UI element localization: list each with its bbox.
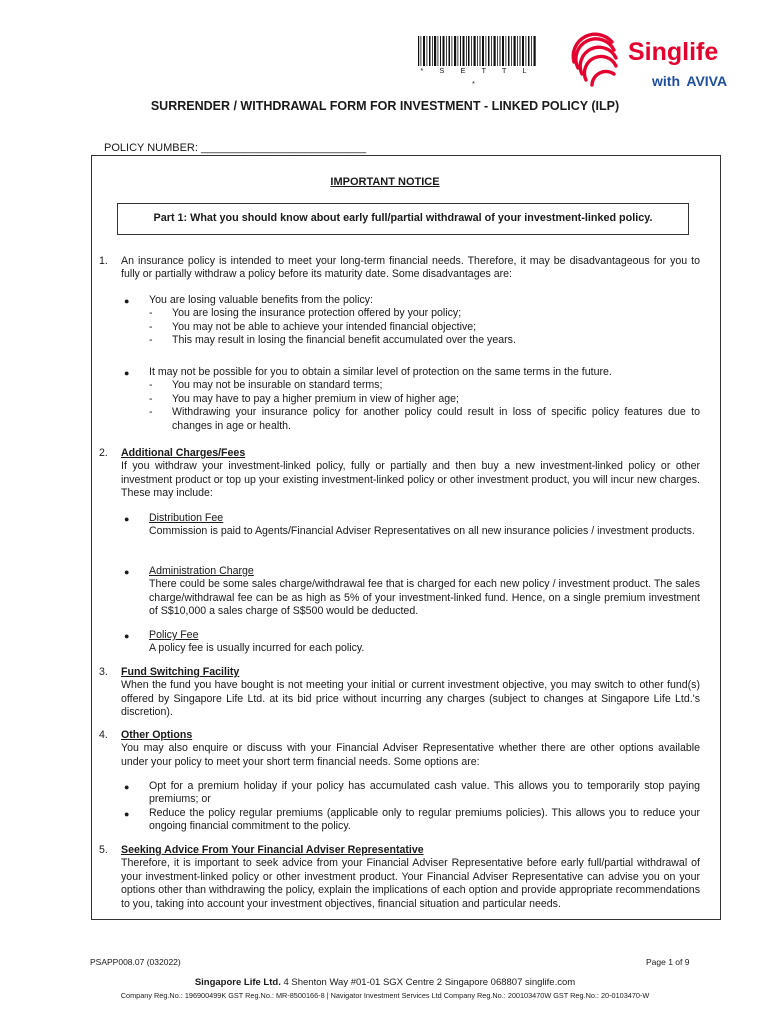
section-number: 5. <box>99 844 108 856</box>
section-1-text: An insurance policy is intended to meet your long-term financial needs. Therefore, it may be disadvantageous for you to fully or partially withdraw a policy before its maturity date. Some disadvantages are: <box>121 255 700 281</box>
logo-tagline-brand: AVIVA <box>686 73 728 89</box>
policy-number-field[interactable]: POLICY NUMBER: ___________________________ <box>104 142 367 154</box>
bullet-icon: ● <box>124 567 130 577</box>
barcode <box>418 36 536 66</box>
form-title: SURRENDER / WITHDRAWAL FORM FOR INVESTMENT - LINKED POLICY (ILP) <box>150 99 620 113</box>
notice-title: IMPORTANT NOTICE <box>330 176 440 188</box>
section-3-text: When the fund you have bought is not meeting your initial or current investment objective, you may switch to other fund(s) offered by Singapore Life Ltd. at its bid price without incurring any charges (subject to changes at Singapore Life Ltd.'s discretion). <box>121 679 700 719</box>
form-code: PSAPP008.07 (032022) <box>90 957 181 967</box>
section-3-heading: Fund Switching Facility <box>121 666 240 678</box>
section-4-text: You may also enquire or discuss with your Financial Adviser Representative whether there are other options available under your policy to meet your short term financial needs. Some options are: <box>121 742 700 768</box>
bullet-icon: ● <box>124 368 130 378</box>
dash-item: You may not be able to achieve your intended financial objective; <box>172 320 477 333</box>
company-address <box>0 976 770 989</box>
section-4 <box>121 729 700 769</box>
svg-text:with AVIVA <box>651 73 727 89</box>
section-number: 2. <box>99 447 108 459</box>
bullet-icon: ● <box>124 514 130 524</box>
section-5-heading: Seeking Advice From Your Financial Adviser Representative <box>121 844 424 856</box>
bullet-icon: ● <box>124 809 130 819</box>
address-text: 4 Shenton Way #01-01 SGX Centre 2 Singapore 068807 singlife.com <box>283 977 576 988</box>
section-2-text: If you withdraw your investment-linked policy, fully or partially and then buy a new investment-linked policy or other investment product or top up your existing investment-linked policy or other investment product, you will incur new charges. These may include: <box>121 460 700 500</box>
section-number: 4. <box>99 729 108 741</box>
dash-item: You may have to pay a higher premium in view of higher age; <box>172 392 459 405</box>
premium-holiday-option: Opt for a premium holiday if your policy has accumulated cash value. This allows you to temporarily stop paying premiums; or <box>149 780 700 806</box>
logo-brand-text: Singlife <box>628 38 719 66</box>
registration-info: Company Reg.No.: 196900499K GST Reg.No.: MR-8500166-8 | Navigator Investment Services Ltd Company Reg.No.: 200103470W GST Reg.No.: 20-0103470-W <box>120 991 650 1000</box>
reduce-premium-option: Reduce the policy regular premiums (applicable only to regular premiums policies). This allows you to reduce your ongoing financial commitment to the policy. <box>149 807 700 833</box>
singlife-emblem-icon <box>573 34 616 85</box>
section-3 <box>121 666 700 720</box>
section-5-text: Therefore, it is important to seek advice from your Financial Adviser Representative before early full/partial withdrawal of your investment-linked policy or other investment product. Your Financial Adviser Representative can advise you on your options other than withdrawing the policy, explain the implications of each option and provide appropriate recommendations to you, taking into account your investment objectives, financial situation and particular needs. <box>121 857 700 910</box>
section-2-heading: Additional Charges/Fees <box>121 447 246 459</box>
administration-charge-item: Administration Charge There could be some sales charge/withdrawal fee that is charged for each new policy / investment product. The sales charge/withdrawal fee can be as high as 5% of your investment-linked fund. Hence, on a single premium investment of S$10,000 a sales charge of S$500 would be deducted. <box>149 565 700 618</box>
bullet-icon: ● <box>124 631 130 641</box>
dash-item: Withdrawing your insurance policy for another policy could result in loss of specific policy features due to changes in age or health. <box>172 406 700 432</box>
company-name: Singapore Life Ltd. <box>194 977 281 988</box>
policy-fee-item: Policy Fee A policy fee is usually incurred for each policy. <box>149 629 365 655</box>
section-1-bullet-2: It may not be possible for you to obtain a similar level of protection on the same terms in the future. - You may not be insurable on standard terms; - You may have to pay a higher premium in view of higher age; - Withdrawing your insurance policy for another policy could result in loss of specific policy features due to changes in age or health. <box>149 366 700 432</box>
section-2 <box>121 447 700 501</box>
bullet-icon: ● <box>124 296 130 306</box>
section-1-bullet-1: You are losing valuable benefits from the policy: - You are losing the insurance protection offered by your policy; - You may not be able to achieve your intended financial objective; - This may result in losing the financial benefit accumulated over the years. <box>149 294 700 348</box>
dash-item: You may not be insurable on standard terms; <box>172 379 383 392</box>
section-number: 3. <box>99 666 108 678</box>
section-number: 1. <box>99 255 108 267</box>
part1-heading: Part 1: What you should know about early full/partial withdrawal of your investment-linked policy. <box>117 203 689 235</box>
section-5 <box>121 844 700 911</box>
dash-item: You are losing the insurance protection offered by your policy; <box>172 307 462 320</box>
logo-tagline-prefix: with <box>652 73 680 89</box>
dash-item: This may result in losing the financial benefit accumulated over the years. <box>172 334 516 347</box>
distribution-fee-item: Distribution Fee Commission is paid to Agents/Financial Adviser Representatives on all new insurance policies / investment products. <box>149 512 695 538</box>
barcode-text: * S E T T L * <box>420 66 534 89</box>
bullet-icon: ● <box>124 782 130 792</box>
singlife-aviva-logo <box>564 28 744 94</box>
section-4-heading: Other Options <box>121 729 193 741</box>
page-number: Page 1 of 9 <box>646 957 690 967</box>
